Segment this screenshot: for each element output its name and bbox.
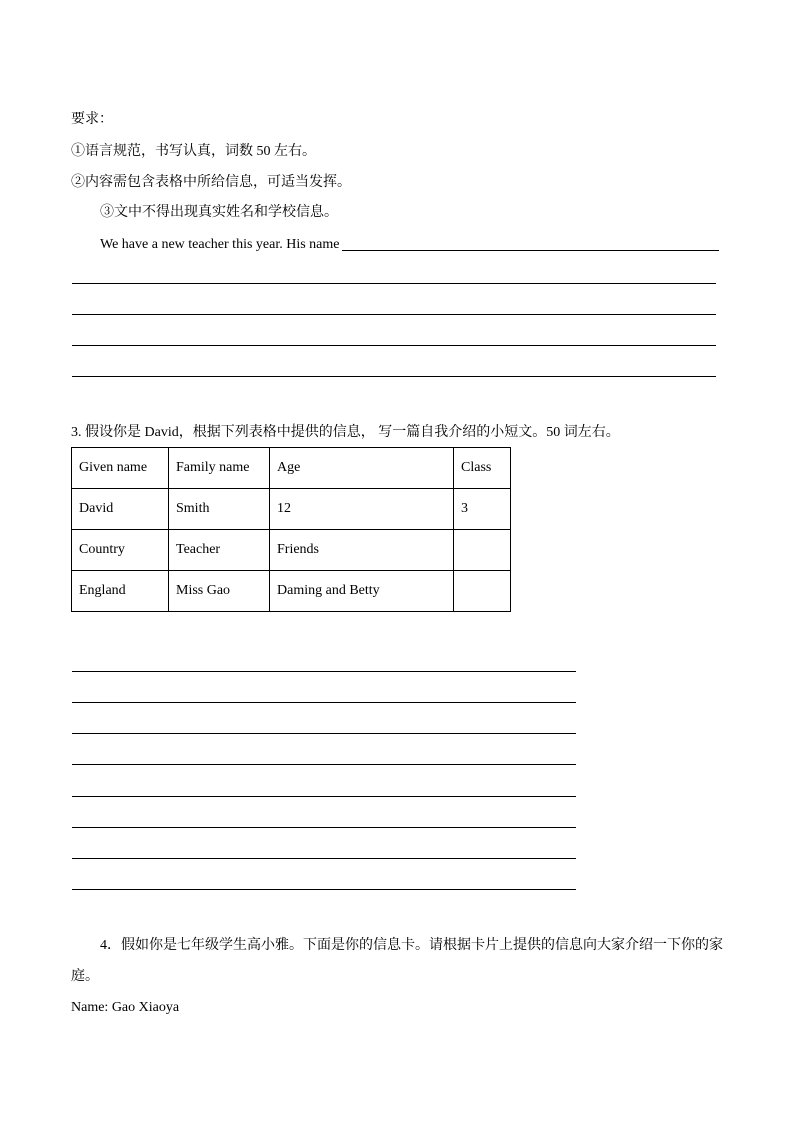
answer-line <box>72 314 716 315</box>
table-cell: Age <box>270 448 454 489</box>
table-cell: Miss Gao <box>169 571 270 612</box>
table-cell: Smith <box>169 489 270 530</box>
table-cell: Friends <box>270 530 454 571</box>
table-cell: Given name <box>72 448 169 489</box>
name-label: Name: Gao Xiaoya <box>71 1000 180 1015</box>
table-cell <box>454 530 511 571</box>
requirements-heading: 要求： <box>71 112 113 127</box>
answer-line <box>72 283 716 284</box>
writing-starter: We have a new teacher this year. His name <box>100 237 340 252</box>
answer-line <box>72 889 576 890</box>
answer-line <box>342 250 719 251</box>
answer-line <box>72 702 576 703</box>
answer-line <box>72 671 576 672</box>
answer-line <box>72 764 576 765</box>
answer-line <box>72 827 576 828</box>
question-4-text-continued: 庭。 <box>71 969 99 984</box>
question-3-text: 3. 假设你是 David，根据下列表格中提供的信息， 写一篇自我介绍的小短文。50 词左右。 <box>71 425 620 440</box>
answer-line <box>72 733 576 734</box>
table-cell: Country <box>72 530 169 571</box>
table-cell: Class <box>454 448 511 489</box>
table-cell: 12 <box>270 489 454 530</box>
answer-line <box>72 376 716 377</box>
table-cell: David <box>72 489 169 530</box>
table-cell: Family name <box>169 448 270 489</box>
answer-line <box>72 858 576 859</box>
table-row <box>72 530 511 571</box>
answer-line <box>72 345 716 346</box>
answer-line <box>72 796 576 797</box>
table-row <box>72 571 511 612</box>
table-cell: Daming and Betty <box>270 571 454 612</box>
table-cell: Teacher <box>169 530 270 571</box>
table-cell: 3 <box>454 489 511 530</box>
requirement-item-1: ①语言规范，书写认真，词数 50 左右。 <box>71 144 316 159</box>
table-row <box>72 489 511 530</box>
requirement-item-3: ③文中不得出现真实姓名和学校信息。 <box>100 205 338 220</box>
requirement-item-2: ②内容需包含表格中所给信息，可适当发挥。 <box>71 175 351 190</box>
info-table <box>71 447 511 612</box>
table-cell <box>454 571 511 612</box>
question-4-text: 4．假如你是七年级学生高小雅。下面是你的信息卡。请根据卡片上提供的信息向大家介绍一下你的家 <box>100 938 723 953</box>
table-row <box>72 448 511 489</box>
table-cell: England <box>72 571 169 612</box>
